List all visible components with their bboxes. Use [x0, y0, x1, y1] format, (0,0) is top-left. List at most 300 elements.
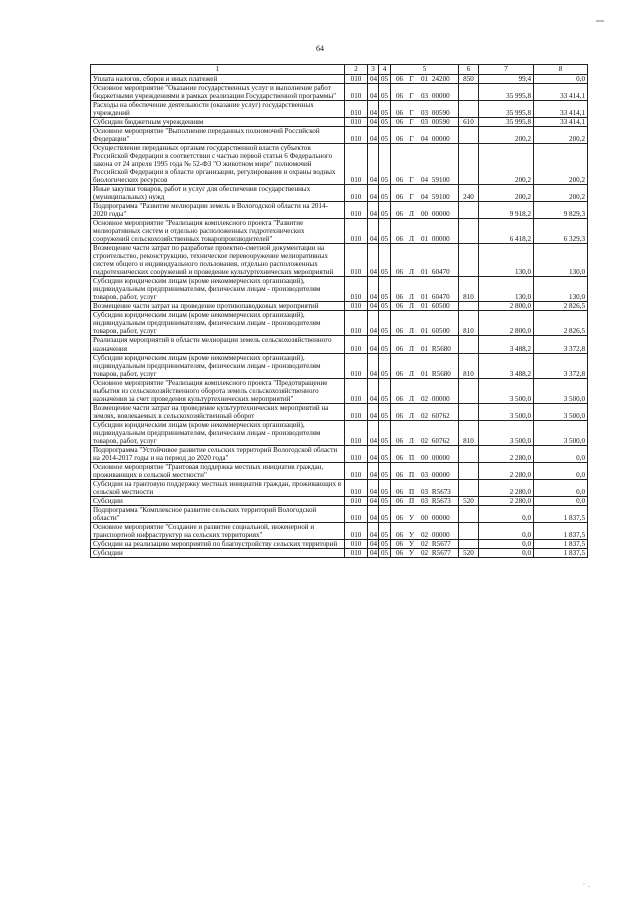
code-ministry: 010 — [345, 353, 368, 378]
code-subsection: 05 — [379, 462, 391, 479]
row-name: Основное мероприятие "Оказание государственных услуг и выполнение работ бюджетными учреждениями в рамках реализации Государственной программы" — [91, 84, 345, 101]
code-section: 04 — [368, 420, 379, 445]
target-article-direction: 60500 — [431, 327, 450, 336]
target-article-program: 06 — [395, 302, 404, 311]
expense-type — [459, 462, 479, 479]
code-ministry: 010 — [345, 479, 368, 496]
target-article-event: 02 — [420, 548, 429, 557]
expense-type: 240 — [459, 185, 479, 202]
code-section: 04 — [368, 445, 379, 462]
code-subsection: 05 — [379, 548, 391, 557]
code-subsection: 05 — [379, 202, 391, 219]
target-article-event: 03 — [420, 118, 429, 127]
target-article-direction: 00590 — [431, 109, 450, 118]
expense-type — [459, 101, 479, 118]
target-article-direction: 59100 — [431, 176, 450, 185]
amount-year-2: 1 837,5 — [534, 505, 588, 522]
code-ministry: 010 — [345, 539, 368, 548]
target-article-event: 02 — [420, 436, 429, 445]
amount-year-1: 99,4 — [479, 75, 534, 84]
target-article-event: 03 — [420, 92, 429, 101]
expense-type — [459, 403, 479, 420]
target-article-event: 02 — [420, 411, 429, 420]
code-subsection: 05 — [379, 522, 391, 539]
target-article-program: 06 — [395, 530, 404, 539]
table-row — [91, 505, 588, 522]
table-row — [91, 445, 588, 462]
code-subsection: 05 — [379, 144, 391, 185]
code-ministry: 010 — [345, 84, 368, 101]
expense-type: 810 — [459, 277, 479, 302]
target-article-event: 03 — [420, 496, 429, 505]
code-subsection: 05 — [379, 403, 391, 420]
code-subsection: 05 — [379, 101, 391, 118]
target-article — [391, 420, 459, 445]
target-article-direction: R5680 — [431, 369, 451, 378]
target-article-direction: 60762 — [431, 411, 450, 420]
target-article-program: 06 — [395, 453, 404, 462]
target-article-direction: 60762 — [431, 436, 450, 445]
target-article-direction: 00000 — [431, 394, 450, 403]
target-article-program: 06 — [395, 548, 404, 557]
target-article-subprogram: Г — [409, 176, 414, 185]
code-subsection: 05 — [379, 311, 391, 336]
code-subsection: 05 — [379, 127, 391, 144]
code-ministry: 010 — [345, 185, 368, 202]
target-article-program: 06 — [395, 411, 404, 420]
amount-year-2: 200,2 — [534, 144, 588, 185]
expense-type — [459, 219, 479, 244]
code-subsection: 05 — [379, 244, 391, 277]
target-article-direction: 60470 — [431, 293, 450, 302]
target-article-subprogram: У — [409, 548, 415, 557]
code-subsection: 05 — [379, 84, 391, 101]
code-section: 04 — [368, 505, 379, 522]
target-article-event: 01 — [420, 302, 429, 311]
code-ministry: 010 — [345, 548, 368, 557]
target-article-subprogram: П — [408, 487, 415, 496]
table-row — [91, 277, 588, 302]
target-article-event: 01 — [420, 235, 429, 244]
code-ministry: 010 — [345, 403, 368, 420]
expense-type: 810 — [459, 353, 479, 378]
target-article-direction: 00000 — [431, 235, 450, 244]
expense-type — [459, 202, 479, 219]
table-body — [91, 75, 588, 558]
code-section: 04 — [368, 302, 379, 311]
target-article — [391, 496, 459, 505]
row-name: Расходы на обеспечение деятельности (оказание услуг) государственных учреждений — [91, 101, 345, 118]
code-section: 04 — [368, 219, 379, 244]
expense-type: 520 — [459, 548, 479, 557]
row-name: Возмещение части затрат на проведение культуртехнических мероприятий на землях, вовлекаемых в сельскохозяйственный оборот — [91, 403, 345, 420]
code-section: 04 — [368, 75, 379, 84]
expense-type: 610 — [459, 118, 479, 127]
target-article-direction: 00590 — [431, 118, 450, 127]
amount-year-1: 0,0 — [479, 505, 534, 522]
target-article-subprogram: Л — [409, 293, 414, 302]
target-article-event: 01 — [420, 369, 429, 378]
row-name: Основное мероприятие "Реализация комплексного проекта "Развитие мелиоративных систем и отдельно расположенных гидротехнических сооружений сельскохозяйственных товаропроизводителей" — [91, 219, 345, 244]
code-section: 04 — [368, 277, 379, 302]
target-article-direction: R5673 — [431, 487, 451, 496]
amount-year-1: 0,0 — [479, 539, 534, 548]
code-ministry: 010 — [345, 420, 368, 445]
target-article-subprogram: Л — [409, 344, 414, 353]
code-subsection: 05 — [379, 336, 391, 353]
target-article-subprogram: У — [409, 513, 415, 522]
target-article — [391, 505, 459, 522]
code-ministry: 010 — [345, 202, 368, 219]
target-article — [391, 244, 459, 277]
amount-year-2: 200,2 — [534, 127, 588, 144]
amount-year-2: 1 837,5 — [534, 539, 588, 548]
amount-year-1: 200,2 — [479, 127, 534, 144]
target-article — [391, 311, 459, 336]
code-ministry: 010 — [345, 277, 368, 302]
amount-year-2: 2 826,5 — [534, 311, 588, 336]
code-ministry: 010 — [345, 144, 368, 185]
amount-year-1: 6 418,2 — [479, 219, 534, 244]
target-article-program: 06 — [395, 92, 404, 101]
amount-year-2: 0,0 — [534, 479, 588, 496]
row-name: Подпрограмма "Устойчивое развитие сельских территорий Вологодской области на 2014-2017 годы и на период до 2020 года" — [91, 445, 345, 462]
code-ministry: 010 — [345, 505, 368, 522]
target-article — [391, 522, 459, 539]
code-subsection: 05 — [379, 219, 391, 244]
row-name: Возмещение части затрат на проведение противопаводковых мероприятий — [91, 302, 345, 311]
target-article-direction: 00000 — [431, 135, 450, 144]
code-ministry: 010 — [345, 302, 368, 311]
target-article-direction: 00000 — [431, 210, 450, 219]
target-article-subprogram: Г — [409, 118, 414, 127]
code-subsection: 05 — [379, 353, 391, 378]
target-article-direction: R5677 — [431, 539, 451, 548]
expense-type — [459, 378, 479, 403]
column-header: 5 — [391, 65, 459, 75]
expense-type — [459, 479, 479, 496]
expense-type: 850 — [459, 75, 479, 84]
target-article-event: 03 — [420, 487, 429, 496]
row-name: Субсидии юридическим лицам (кроме некоммерческих организаций), индивидуальным предпринимателям, физическим лицам - производителям товаров, работ, услуг — [91, 311, 345, 336]
target-article-direction: 60470 — [431, 268, 450, 277]
amount-year-2: 3 372,8 — [534, 336, 588, 353]
row-name: Иные закупки товаров, работ и услуг для обеспечения государственных (муниципальных) нужд — [91, 185, 345, 202]
table-row — [91, 353, 588, 378]
table-row — [91, 548, 588, 557]
target-article-event: 01 — [420, 327, 429, 336]
amount-year-1: 2 800,0 — [479, 302, 534, 311]
amount-year-1: 0,0 — [479, 548, 534, 557]
row-name: Осуществление переданных органам государственной власти субъектов Российской Федерации в соответствии с частью первой статьи 6 Федерального закона от 24 апреля 1995 года № 52-ФЗ "О животном мире" полномочий Российской Федерации в области организации, регулирования и охраны водных биологических ресурсов — [91, 144, 345, 185]
table-row — [91, 496, 588, 505]
target-article-event: 03 — [420, 470, 429, 479]
code-section: 04 — [368, 378, 379, 403]
target-article-event: 00 — [420, 513, 429, 522]
target-article-event: 00 — [420, 453, 429, 462]
amount-year-1: 130,0 — [479, 244, 534, 277]
amount-year-1: 3 500,0 — [479, 378, 534, 403]
code-subsection: 05 — [379, 75, 391, 84]
code-section: 04 — [368, 118, 379, 127]
code-section: 04 — [368, 84, 379, 101]
target-article — [391, 403, 459, 420]
table-row — [91, 336, 588, 353]
target-article-program: 06 — [395, 268, 404, 277]
amount-year-2: 130,0 — [534, 244, 588, 277]
code-section: 04 — [368, 336, 379, 353]
row-name: Основное мероприятие "Создание и развитие социальной, инженерной и транспортной инфраструктур на сельских территориях" — [91, 522, 345, 539]
amount-year-1: 2 280,0 — [479, 462, 534, 479]
amount-year-2: 0,0 — [534, 75, 588, 84]
code-ministry: 010 — [345, 244, 368, 277]
target-article-program: 06 — [395, 513, 404, 522]
code-ministry: 010 — [345, 118, 368, 127]
column-header: 4 — [379, 65, 391, 75]
row-name: Субсидии юридическим лицам (кроме некоммерческих организаций), индивидуальным предпринимателям, физическим лицам - производителям товаров, работ, услуг — [91, 420, 345, 445]
amount-year-2: 3 500,0 — [534, 420, 588, 445]
target-article-event: 03 — [420, 109, 429, 118]
target-article-direction: R5673 — [431, 496, 451, 505]
code-ministry: 010 — [345, 75, 368, 84]
code-ministry: 010 — [345, 496, 368, 505]
target-article-subprogram: Г — [409, 92, 414, 101]
target-article-event: 02 — [420, 539, 429, 548]
code-section: 04 — [368, 202, 379, 219]
code-ministry: 010 — [345, 219, 368, 244]
table-row — [91, 302, 588, 311]
code-section: 04 — [368, 539, 379, 548]
amount-year-1: 2 280,0 — [479, 445, 534, 462]
amount-year-2: 0,0 — [534, 462, 588, 479]
code-section: 04 — [368, 548, 379, 557]
target-article-program: 06 — [395, 210, 404, 219]
code-section: 04 — [368, 244, 379, 277]
target-article-event: 02 — [420, 530, 429, 539]
target-article-direction: 60500 — [431, 302, 450, 311]
row-name: Субсидии бюджетным учреждениям — [91, 118, 345, 127]
table-row — [91, 311, 588, 336]
table-row — [91, 202, 588, 219]
expense-type: 810 — [459, 311, 479, 336]
code-ministry: 010 — [345, 336, 368, 353]
target-article-subprogram: Л — [409, 436, 414, 445]
target-article-direction: 24200 — [431, 75, 450, 83]
target-article-event: 01 — [420, 268, 429, 277]
target-article-subprogram: Л — [409, 394, 414, 403]
target-article-program: 06 — [395, 394, 404, 403]
target-article-direction: 00000 — [431, 530, 450, 539]
column-header: 3 — [368, 65, 379, 75]
expense-type: 810 — [459, 420, 479, 445]
target-article-subprogram: Л — [409, 235, 414, 244]
target-article-direction: 59100 — [431, 193, 450, 202]
code-section: 04 — [368, 311, 379, 336]
target-article-direction: R5680 — [431, 344, 451, 353]
amount-year-2: 9 829,3 — [534, 202, 588, 219]
target-article — [391, 75, 459, 84]
row-name: Возмещение части затрат по разработке проектно-сметной документации на строительство, реконструкцию, техническое перевооружение мелиоративных систем общего и индивидуального пользования, отдельно расположенных гидротехнических сооружений и проведение культуртехнических мероприятий — [91, 244, 345, 277]
target-article-subprogram: П — [408, 470, 415, 479]
row-name: Основное мероприятие "Грантовая поддержка местных инициатив граждан, проживающих в сельской местности" — [91, 462, 345, 479]
target-article-subprogram: Л — [409, 302, 414, 311]
table-row — [91, 479, 588, 496]
target-article-subprogram: Л — [409, 369, 414, 378]
target-article-program: 06 — [395, 176, 404, 185]
target-article-event: 04 — [420, 135, 429, 144]
code-subsection: 05 — [379, 505, 391, 522]
target-article — [391, 378, 459, 403]
row-name: Субсидии юридическим лицам (кроме некоммерческих организаций), индивидуальным предпринимателям, физическим лицам - производителям товаров, работ, услуг — [91, 277, 345, 302]
target-article-direction: 00000 — [431, 470, 450, 479]
target-article-program: 06 — [395, 135, 404, 144]
column-header: 6 — [459, 65, 479, 75]
code-section: 04 — [368, 127, 379, 144]
code-subsection: 05 — [379, 302, 391, 311]
target-article — [391, 548, 459, 557]
target-article-direction: 00000 — [431, 513, 450, 522]
code-section: 04 — [368, 144, 379, 185]
row-name: Субсидии юридическим лицам (кроме некоммерческих организаций), индивидуальным предпринимателям, физическим лицам - производителям товаров, работ, услуг — [91, 353, 345, 378]
target-article-event: 00 — [420, 210, 429, 219]
amount-year-2: 0,0 — [534, 445, 588, 462]
budget-table — [90, 64, 588, 558]
code-subsection: 05 — [379, 277, 391, 302]
scan-mark — [596, 20, 604, 22]
target-article-program: 06 — [395, 235, 404, 244]
code-section: 04 — [368, 479, 379, 496]
column-header: 7 — [479, 65, 534, 75]
target-article-subprogram: П — [408, 496, 415, 505]
target-article-subprogram: Г — [409, 193, 414, 202]
amount-year-1: 3 500,0 — [479, 420, 534, 445]
code-subsection: 05 — [379, 420, 391, 445]
table-row — [91, 219, 588, 244]
amount-year-2: 3 372,8 — [534, 353, 588, 378]
code-subsection: 05 — [379, 378, 391, 403]
expense-type — [459, 522, 479, 539]
code-subsection: 05 — [379, 445, 391, 462]
amount-year-1: 35 995,8 — [479, 84, 534, 101]
amount-year-2: 0,0 — [534, 496, 588, 505]
table-row — [91, 75, 588, 84]
target-article — [391, 219, 459, 244]
row-name: Субсидии — [91, 548, 345, 557]
code-section: 04 — [368, 403, 379, 420]
target-article-program: 06 — [395, 487, 404, 496]
target-article-program: 06 — [395, 369, 404, 378]
table-row — [91, 118, 588, 127]
row-name: Основное мероприятие "Реализация комплексного проекта "Предотвращение выбытия из сельскохозяйственного оборота земель сельскохозяйственного назначения за счет проведения культуртехнических мероприятий" — [91, 378, 345, 403]
expense-type — [459, 244, 479, 277]
code-ministry: 010 — [345, 101, 368, 118]
table-row — [91, 539, 588, 548]
target-article-program: 06 — [395, 436, 404, 445]
target-article-program: 06 — [395, 327, 404, 336]
target-article-program: 06 — [395, 293, 404, 302]
target-article-program: 06 — [395, 539, 404, 548]
target-article — [391, 84, 459, 101]
column-header: 2 — [345, 65, 368, 75]
table-row — [91, 185, 588, 202]
target-article-program: 06 — [395, 193, 404, 202]
target-article-event: 04 — [420, 193, 429, 202]
expense-type: 520 — [459, 496, 479, 505]
amount-year-1: 200,2 — [479, 185, 534, 202]
code-ministry: 010 — [345, 522, 368, 539]
target-article-program: 06 — [395, 344, 404, 353]
target-article-event: 02 — [420, 394, 429, 403]
code-subsection: 05 — [379, 185, 391, 202]
target-article-program: 06 — [395, 109, 404, 118]
code-ministry: 010 — [345, 378, 368, 403]
code-section: 04 — [368, 353, 379, 378]
amount-year-2: 33 414,1 — [534, 101, 588, 118]
code-section: 04 — [368, 462, 379, 479]
amount-year-2: 200,2 — [534, 185, 588, 202]
target-article — [391, 202, 459, 219]
target-article — [391, 302, 459, 311]
amount-year-1: 2 280,0 — [479, 479, 534, 496]
expense-type — [459, 127, 479, 144]
corner-mark: · . — [582, 879, 590, 889]
code-section: 04 — [368, 522, 379, 539]
expense-type — [459, 336, 479, 353]
target-article-program: 06 — [395, 470, 404, 479]
expense-type — [459, 539, 479, 548]
amount-year-2: 3 500,0 — [534, 403, 588, 420]
target-article-event: 01 — [420, 344, 429, 353]
target-article-subprogram: Г — [409, 135, 414, 144]
target-article — [391, 101, 459, 118]
amount-year-1: 35 995,8 — [479, 101, 534, 118]
table-row — [91, 522, 588, 539]
page-number: 64 — [316, 44, 324, 53]
code-subsection: 05 — [379, 539, 391, 548]
code-section: 04 — [368, 185, 379, 202]
target-article-subprogram: П — [408, 453, 415, 462]
amount-year-1: 2 800,0 — [479, 311, 534, 336]
table-row — [91, 84, 588, 101]
expense-type — [459, 84, 479, 101]
row-name: Реализация мероприятий в области мелиорации земель сельскохозяйственного назначения — [91, 336, 345, 353]
amount-year-2: 3 500,0 — [534, 378, 588, 403]
expense-type — [459, 144, 479, 185]
target-article — [391, 462, 459, 479]
target-article — [391, 127, 459, 144]
row-name: Субсидии на реализацию мероприятий по благоустройству сельских территорий — [91, 539, 345, 548]
amount-year-2: 2 826,5 — [534, 302, 588, 311]
target-article-direction: 00000 — [431, 453, 450, 462]
target-article-program: 06 — [395, 496, 404, 505]
amount-year-1: 200,2 — [479, 144, 534, 185]
amount-year-1: 2 280,0 — [479, 496, 534, 505]
target-article-direction: 00000 — [431, 92, 450, 101]
table-row — [91, 462, 588, 479]
target-article — [391, 479, 459, 496]
expense-type — [459, 302, 479, 311]
target-article-subprogram: Л — [409, 268, 414, 277]
target-article-subprogram: Г — [409, 109, 414, 118]
target-article-event: 01 — [420, 293, 429, 302]
code-ministry: 010 — [345, 445, 368, 462]
target-article — [391, 277, 459, 302]
code-section: 04 — [368, 496, 379, 505]
amount-year-1: 3 488,2 — [479, 353, 534, 378]
target-article — [391, 336, 459, 353]
table-row — [91, 420, 588, 445]
target-article-subprogram: У — [409, 539, 415, 548]
